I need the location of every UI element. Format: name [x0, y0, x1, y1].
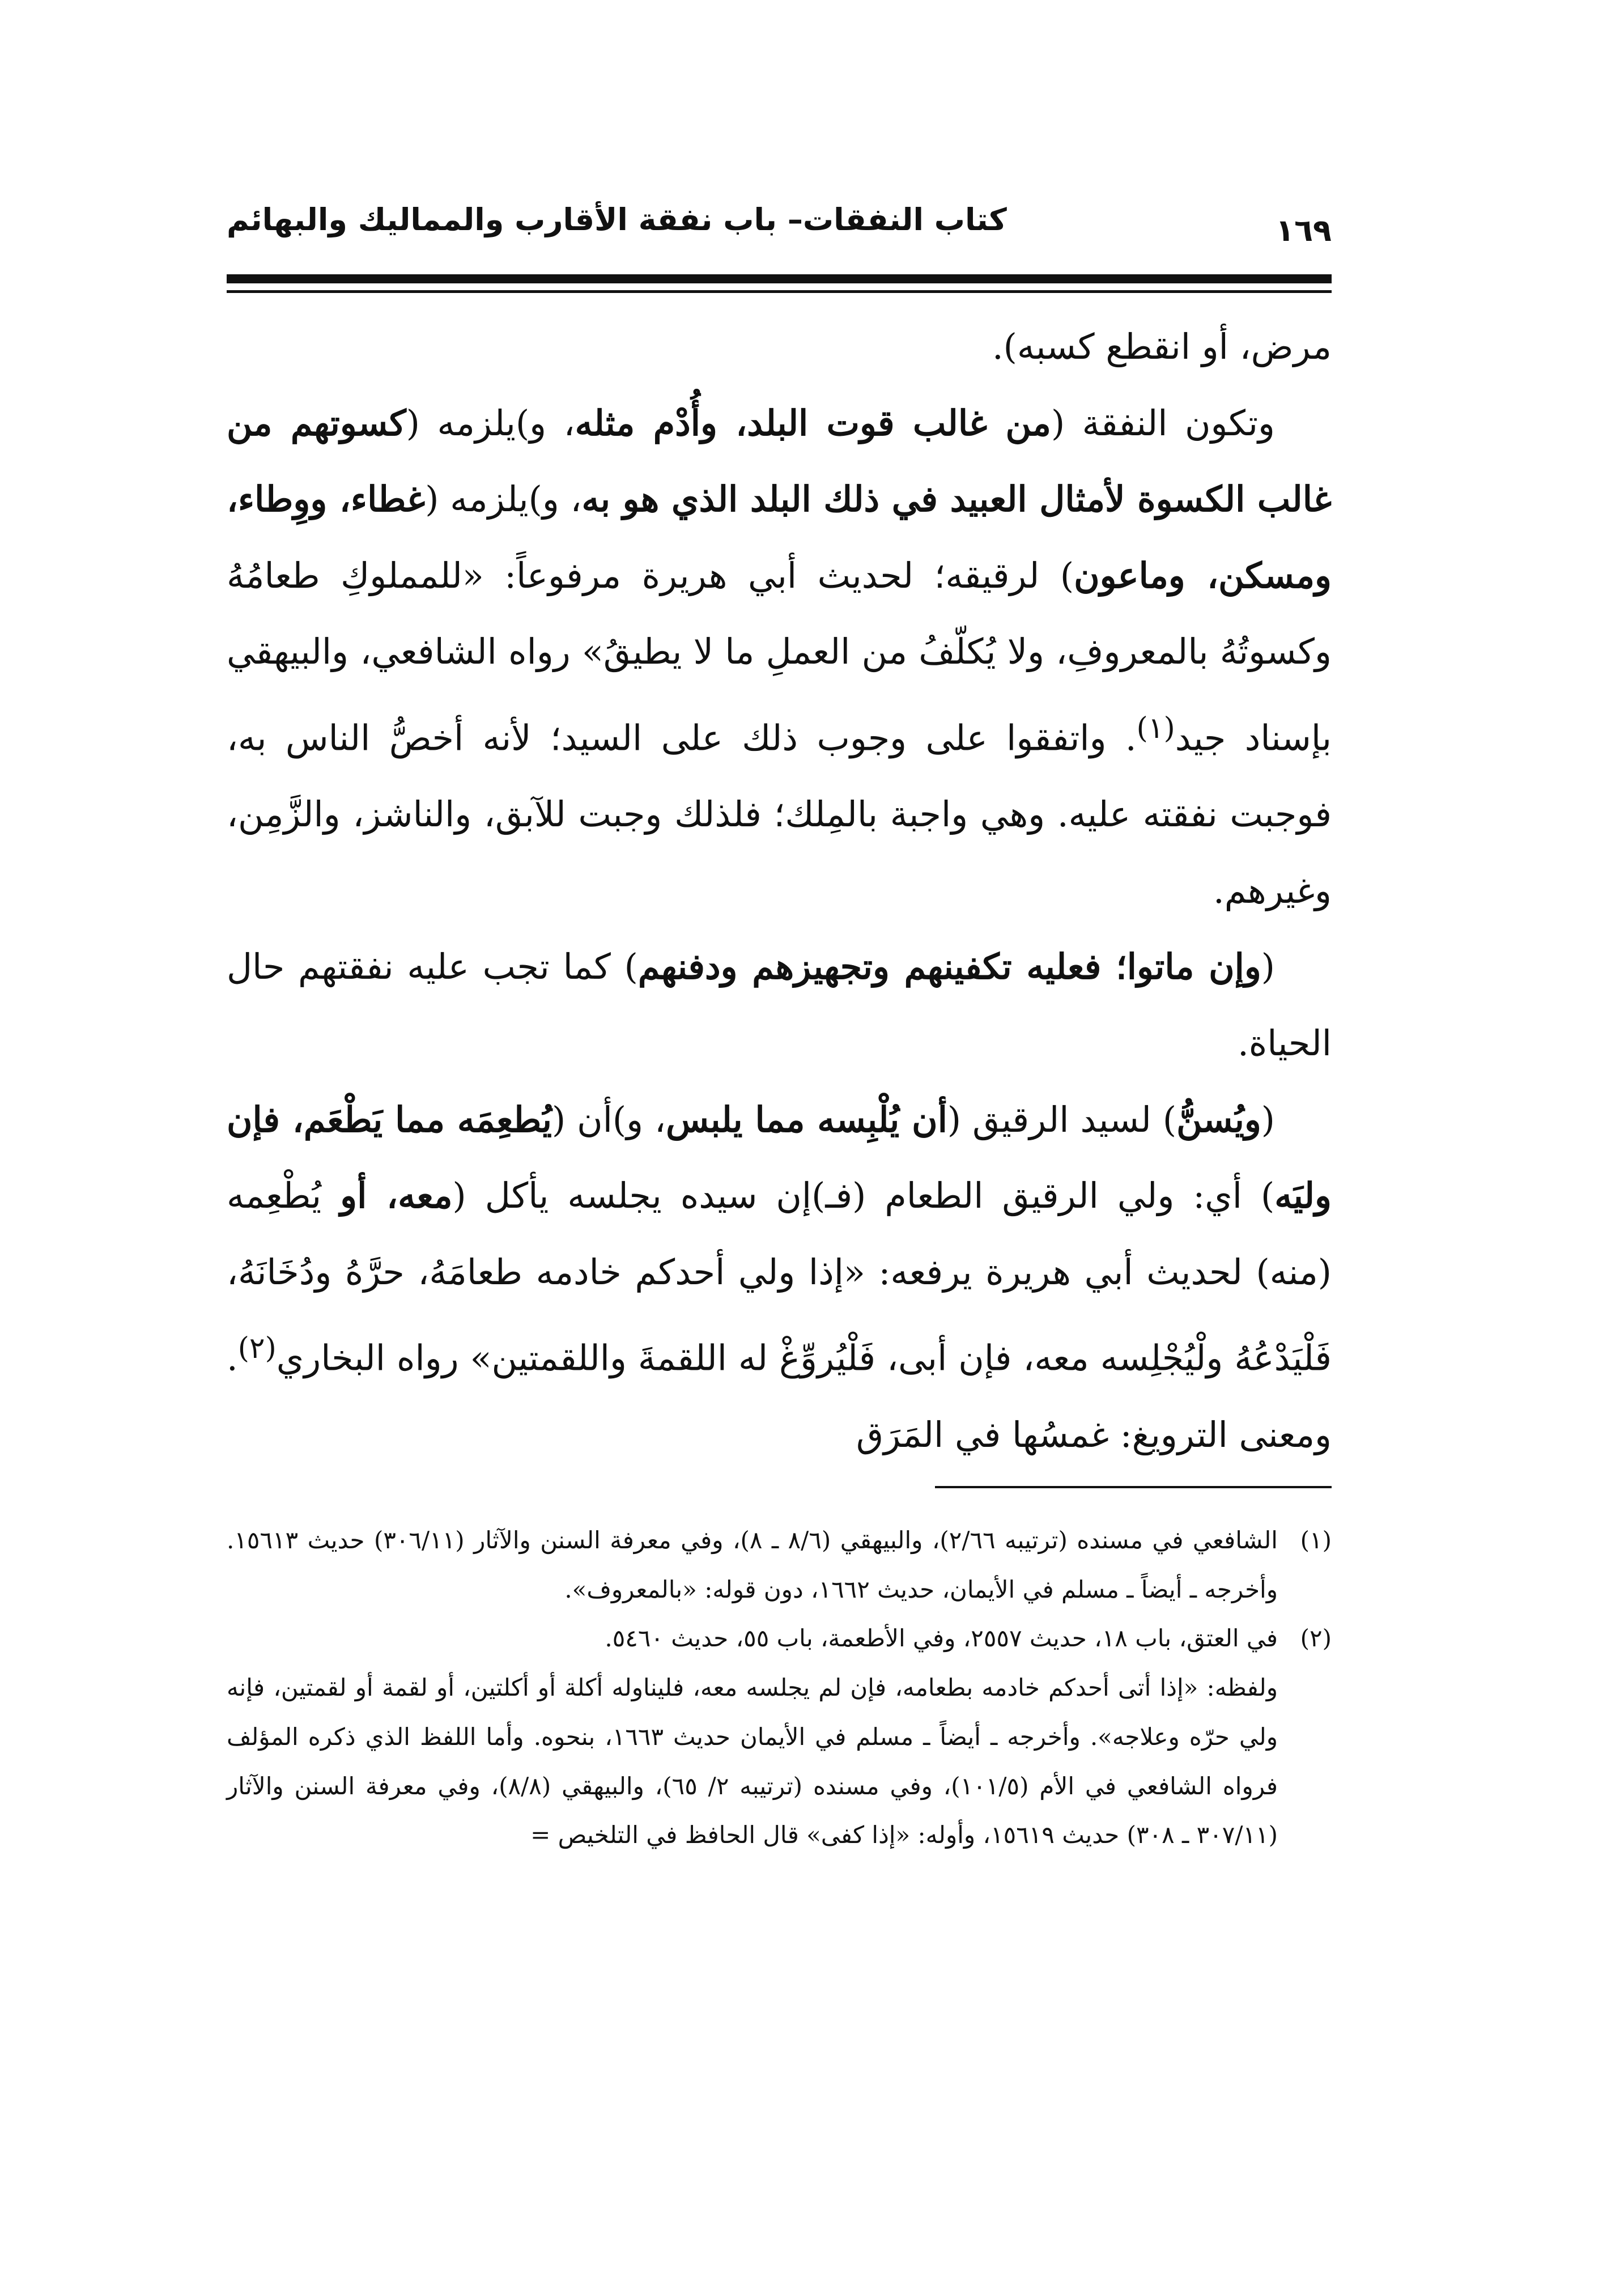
header-rule-thin	[227, 290, 1332, 293]
footnote-1	[227, 1516, 1332, 1614]
text-run: ، و)أن (	[552, 1098, 666, 1140]
text-run: . واتفقوا على وجوب ذلك على السيد؛ لأنه أخصُّ الناس به، فوجبت نفقته عليه. وهي واجبة بالمِلك؛ فلذلك وجبت للآبق، والناشز، والزَّمِن، وغيرهم.	[227, 717, 1332, 911]
text-run: يُطْعِمه (منه) لحديث أبي هريرة يرفعه: «إذا ولي أحدكم خادمه طعامَهُ، حرَّهُ ودُخَانَهُ، فَلْيَدْعُهُ ولْيُجْلِسه معه، فإن أبى، فَلْيُروِّغْ له اللقمةَ واللقمتين» رواه البخاري	[227, 1175, 1332, 1379]
text-run: (	[1261, 1098, 1275, 1140]
text-run: ) لسيد الرقيق (	[947, 1098, 1177, 1140]
footnote-separator	[935, 1486, 1332, 1488]
text-run: . ومعنى الترويغ: غمسُها في المَرَق	[227, 1337, 1332, 1455]
text-run: وتكون النفقة (	[1051, 402, 1275, 444]
matn-text: ويُسنُّ	[1176, 1098, 1261, 1140]
footnote-text: في العتق، باب ١٨، حديث ٢٥٥٧، وفي الأطعمة، باب ٥٥، حديث ٥٤٦٠.	[605, 1624, 1278, 1653]
text-run: ، و)يلزمه (	[406, 402, 575, 444]
footnote-text: الشافعي في مسنده (ترتيبه ٢/٦٦)، والبيهقي (٨/٦ ـ ٨)، وفي معرفة السنن والآثار (٣٠٦/١١) حديث ١٥٦١٣. وأخرجه ـ أيضاً ـ مسلم في الأيمان، حديث ١٦٦٢، دون قوله: «بالمعروف».	[227, 1526, 1278, 1603]
matn-text: معه، أو	[340, 1175, 453, 1217]
text-run: ) أي: ولي الرقيق الطعام (فـ)إن سيده يجلسه يأكل (	[452, 1175, 1275, 1217]
text-run: (	[1261, 946, 1275, 988]
matn-text: من غالب قوت البلد، وأُدْم مثله	[575, 402, 1051, 444]
main-text	[227, 309, 1332, 1473]
paragraph-3	[227, 929, 1332, 1081]
paragraph-2	[227, 385, 1332, 929]
footnote-number: (١)	[1300, 1526, 1332, 1554]
matn-text: غطاء، ووِطاء، ومسكن، وماعون	[227, 478, 1332, 596]
matn-text: أن يُلْبِسه مما يلبس	[666, 1098, 947, 1140]
page-header	[227, 187, 1332, 272]
paragraph-1	[227, 309, 1332, 385]
footnote-ref-2[interactable]: (٢)	[237, 1331, 277, 1366]
paragraph-4	[227, 1082, 1332, 1474]
footnotes	[227, 1516, 1332, 1860]
footnote-text: ولفظه: «إذا أتى أحدكم خادمه بطعامه، فإن لم يجلسه معه، فليناوله أكلة أو أكلتين، أو لقمة أو لقمتين، فإنه ولي حرّه وعلاجه». وأخرجه ـ أيضاً ـ مسلم في الأيمان حديث ١٦٦٣، بنحوه. وأما اللفظ الذي ذكره المؤلف فرواه الشافعي في الأم (١٠١/٥)، وفي مسنده (ترتيبه ٢/ ٦٥)، والبيهقي (٨/٨)، وفي معرفة السنن والآثار (٣٠٧/١١ ـ ٣٠٨) حديث ١٥٦١٩، وأوله: «إذا كفى» قال الحافظ في التلخيص =	[227, 1674, 1278, 1849]
footnote-number: (٢)	[1300, 1624, 1332, 1653]
text-run: مرض، أو انقطع كسبه).	[992, 326, 1332, 367]
running-title: كتاب النفقات– باب نفقة الأقارب والمماليك والبهائم	[227, 202, 1007, 237]
matn-text: وإن ماتوا؛ فعليه تكفينهم وتجهيزهم ودفنهم	[637, 946, 1261, 988]
matn-text: كسوتهم من غالب الكسوة لأمثال العبيد في ذلك البلد الذي هو به	[227, 402, 1332, 520]
footnote-ref-1[interactable]: (١)	[1136, 711, 1175, 745]
page-number: ١٦٩	[1276, 213, 1332, 248]
header-rule-thick	[227, 274, 1332, 283]
text-run: ، و)يلزمه (	[425, 478, 582, 520]
text-run: ) لرقيقه؛ لحديث أبي هريرة مرفوعاً: «للمملوكِ طعامُهُ وكسوتُهُ بالمعروفِ، ولا يُكلّفُ من العملِ ما لا يطيقُ» رواه الشافعي، والبيهقي بإسناد جيد	[227, 554, 1332, 759]
matn-text: يُطعِمَه مما يَطْعَم، فإن وليَه	[227, 1098, 1332, 1217]
text-run: ) كما تجب عليه نفقتهم حال الحياة.	[227, 946, 1332, 1064]
footnote-2	[227, 1614, 1332, 1860]
